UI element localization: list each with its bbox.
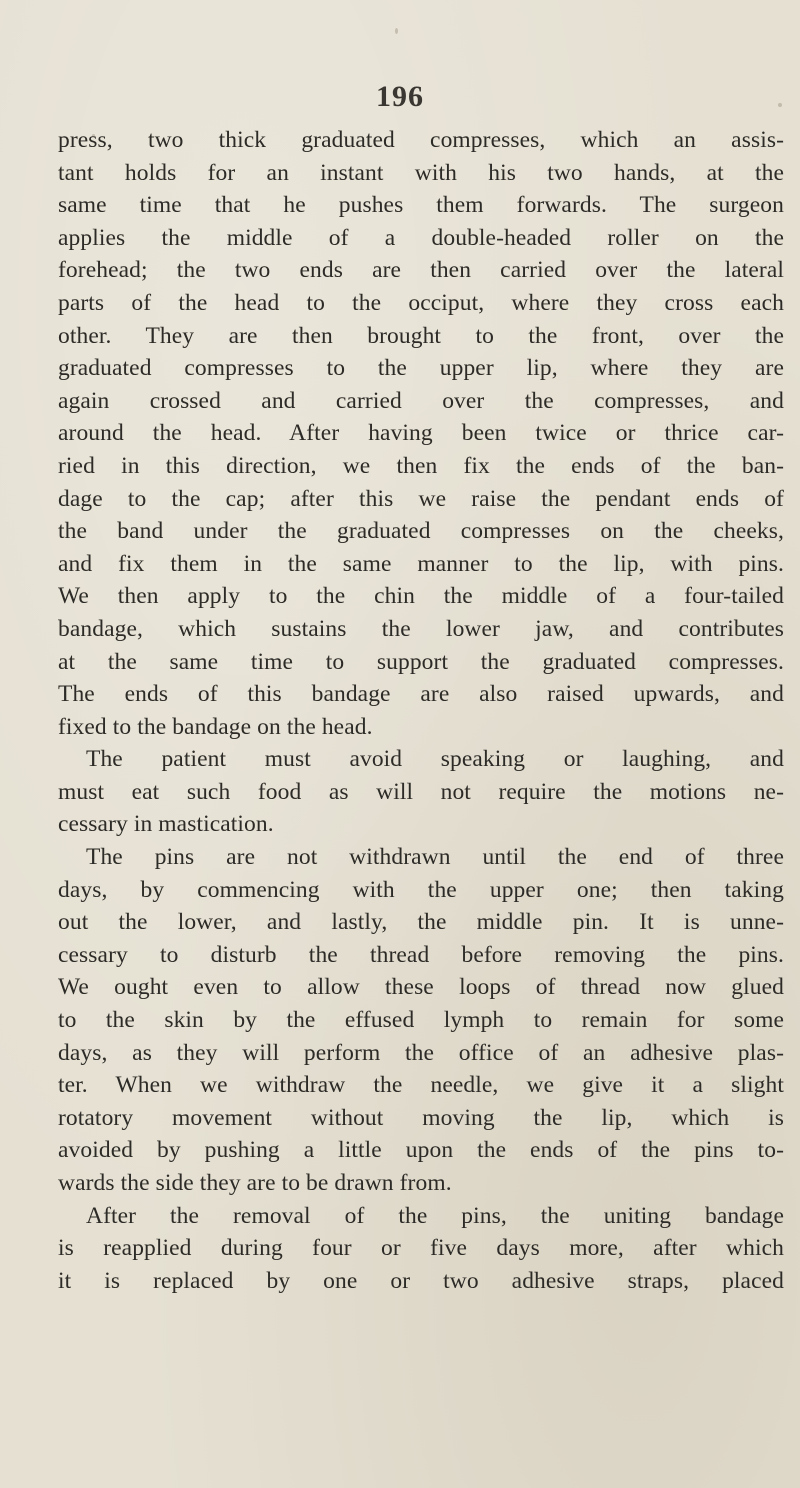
text-line: applies the middle of a double-headed roller on the <box>58 224 784 251</box>
text-line: The patient must avoid speaking or laughing, and <box>86 746 784 773</box>
text-line: must eat such food as will not require the motions ne- <box>58 778 784 805</box>
text-line: days, as they will perform the office of an adhesive plas- <box>58 1039 784 1066</box>
paper-speck <box>92 134 95 137</box>
text-line: The pins are not withdrawn until the end of three <box>86 844 784 871</box>
text-line: at the same time to support the graduated compresses. <box>58 648 784 675</box>
body-text <box>58 124 784 1297</box>
text-line: to the skin by the effused lymph to remain for some <box>58 1007 784 1034</box>
text-line: bandage, which sustains the lower jaw, and contributes <box>58 615 784 642</box>
text-line: ried in this direction, we then fix the ends of the ban- <box>58 452 784 479</box>
text-line: again crossed and carried over the compresses, and <box>58 387 784 414</box>
text-line: rotatory movement without moving the lip, which is <box>58 1104 784 1131</box>
text-line: press, two thick graduated compresses, which an assis- <box>58 127 784 153</box>
paper-speck <box>778 103 782 107</box>
text-line: avoided by pushing a little upon the ends of the pins to- <box>58 1137 784 1164</box>
text-line: cessary in mastication. <box>58 811 274 838</box>
text-line: cessary to disturb the thread before removing the pins. <box>58 941 784 968</box>
text-line: graduated compresses to the upper lip, where they are <box>58 355 784 382</box>
text-line: After the removal of the pins, the uniting bandage <box>86 1202 784 1229</box>
text-line: The ends of this bandage are also raised upwards, and <box>58 681 784 708</box>
paper-speck <box>395 28 398 34</box>
text-line: tant holds for an instant with his two hands, at the <box>58 159 784 186</box>
text-line: We ought even to allow these loops of thread now glued <box>58 974 784 1001</box>
text-line: same time that he pushes them forwards. The surgeon <box>58 192 784 219</box>
text-line: the band under the graduated compresses on the cheeks, <box>58 518 784 545</box>
text-line: and fix them in the same manner to the lip, with pins. <box>58 550 784 577</box>
page-number: 196 <box>376 80 424 113</box>
text-line: fixed to the bandage on the head. <box>58 713 373 740</box>
text-line: it is replaced by one or two adhesive straps, placed <box>58 1267 784 1294</box>
text-line: dage to the cap; after this we raise the pendant ends of <box>58 485 784 512</box>
text-line: other. They are then brought to the front, over the <box>58 322 784 349</box>
text-line: out the lower, and lastly, the middle pin. It is unne- <box>58 909 784 936</box>
text-line: parts of the head to the occiput, where they cross each <box>58 289 784 316</box>
text-line: around the head. After having been twice or thrice car- <box>58 420 784 447</box>
text-line: is reapplied during four or five days more, after which <box>58 1235 784 1262</box>
text-line: wards the side they are to be drawn from. <box>58 1170 452 1196</box>
text-line: We then apply to the chin the middle of a four-tailed <box>58 583 784 610</box>
text-line: days, by commencing with the upper one; then taking <box>58 876 784 903</box>
text-line: forehead; the two ends are then carried over the lateral <box>58 257 784 284</box>
text-line: ter. When we withdraw the needle, we give it a slight <box>58 1072 784 1099</box>
